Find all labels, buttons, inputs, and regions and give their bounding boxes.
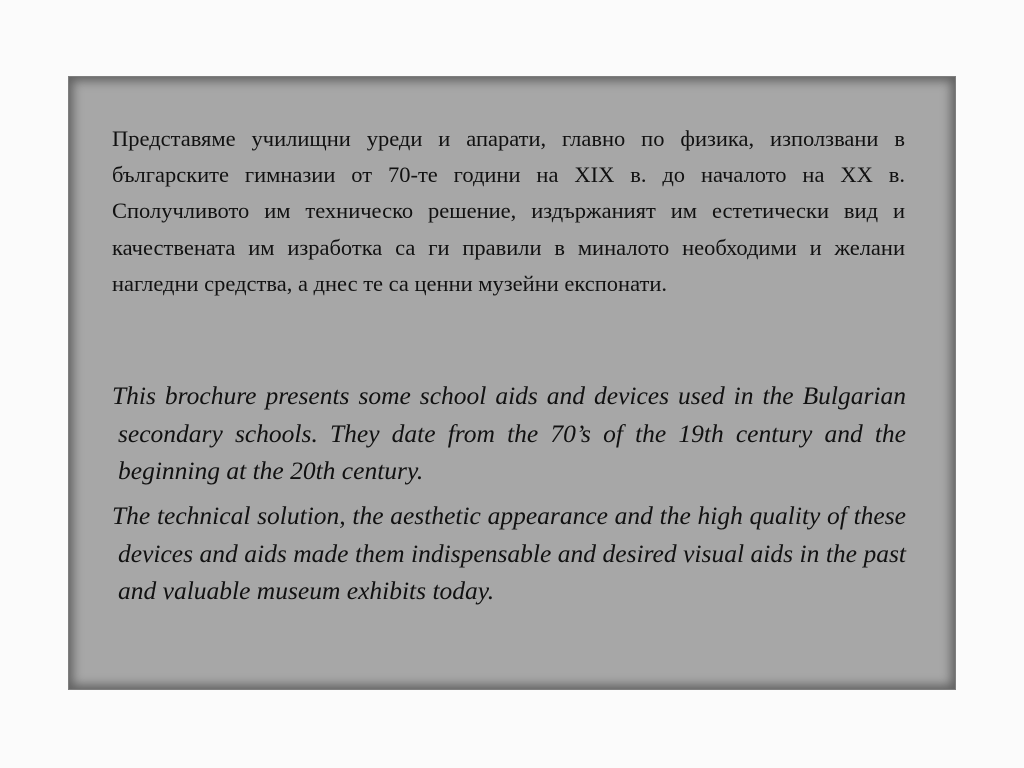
- text-panel: [68, 76, 956, 690]
- bulgarian-paragraph: Представяме училищни уреди и апарати, главно по физика, използвани в българските гимназии от 70-те години на XIX в. до началото на XX в. Сполучливото им техническо решение, издържаният им естетически вид и качествената им изработка са ги правили в миналото необходими и желани нагледни средства, а днес те са ценни музейни експонати.: [112, 126, 905, 296]
- english-paragraph-description: The technical solution, the aesthetic appearance and the high quality of these devices and aids made them indispensable and desired visual aids in the past and valuable museum exhibits today.: [112, 501, 906, 605]
- english-paragraph-intro: This brochure presents some school aids and devices used in the Bulgarian secondary schools. They date from the 70’s of the 19th century and the beginning at the 20th century.: [112, 381, 906, 485]
